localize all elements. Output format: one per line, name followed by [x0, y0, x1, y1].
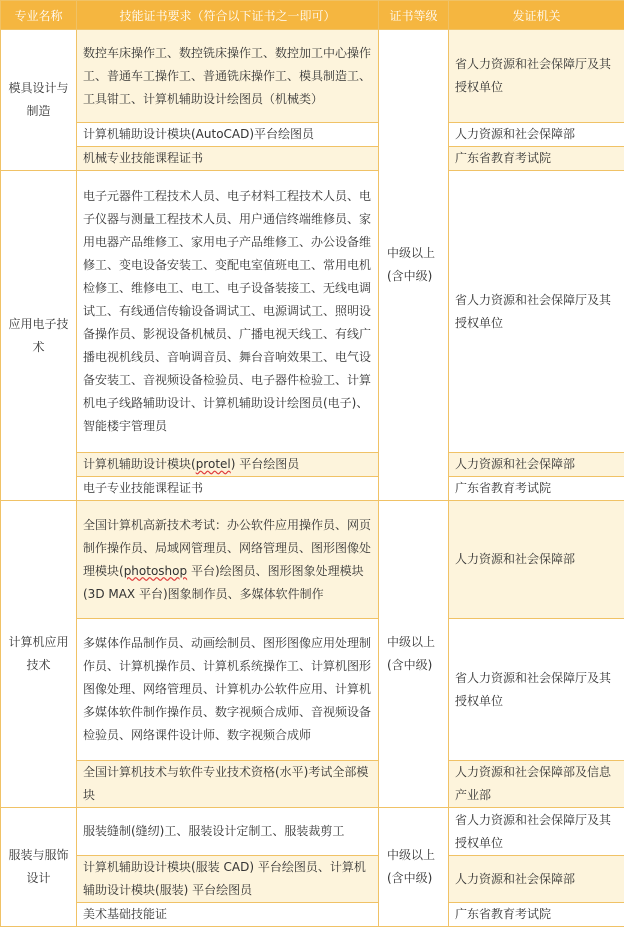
major-cell: 服装与服饰设计	[1, 808, 77, 927]
table-row	[1, 123, 624, 147]
table-row	[1, 477, 624, 501]
issuer-cell: 省人力资源和社会保障厅及其授权单位	[449, 171, 624, 453]
certificate-text: 全国计算机高新技术考试：办公软件应用操作员、网页制作操作员、局域网管理员、网络管理员、图形图像处理模块(	[83, 518, 371, 578]
issuer-cell: 省人力资源和社会保障厅及其授权单位	[449, 619, 624, 761]
certificate-cell: 数控车床操作工、数控铣床操作工、数控加工中心操作工、普通车工操作工、普通铣床操作工、模具制造工、工具钳工、计算机辅助设计绘图员（机械类）	[77, 30, 379, 123]
certificate-cell: 全国计算机技术与软件专业技术资格(水平)考试全部模块	[77, 761, 379, 808]
major-cell: 模具设计与制造	[1, 30, 77, 171]
table-row	[1, 903, 624, 927]
certificate-cell: 计算机辅助设计模块(服装 CAD) 平台绘图员、计算机辅助设计模块(服装) 平台绘图员	[77, 856, 379, 903]
certificate-cell: 机械专业技能课程证书	[77, 147, 379, 171]
certificate-cell: 电子元器件工程技术人员、电子材料工程技术人员、电子仪器与测量工程技术人员、用户通信终端维修员、家用电器产品维修工、家用电子产品维修工、办公设备维修工、变电设备安装工、变配电室值班电工、常用电机检修工、维修电工、电工、电子设备装接工、无线电调试工、有线通信传输设备调试工、电源调试工、照明设备操作员、影视设备机械员、广播电视天线工、有线广播电视机线员、音响调音员、舞台音响效果工、电气设备安装工、音视频设备检验员、电子器件检验工、计算机电子线路辅助设计、计算机辅助设计绘图员(电子)、智能楼宇管理员	[77, 171, 379, 453]
certificate-cell: 电子专业技能课程证书	[77, 477, 379, 501]
table-row	[1, 761, 624, 808]
table-row	[1, 30, 624, 123]
certificate-cell: 服装缝制(缝纫)工、服装设计定制工、服装裁剪工	[77, 808, 379, 856]
table-row	[1, 808, 624, 856]
header-certificate: 技能证书要求（符合以下证书之一即可）	[77, 1, 379, 30]
header-row	[1, 1, 624, 30]
table-row	[1, 619, 624, 761]
issuer-cell: 省人力资源和社会保障厅及其授权单位	[449, 808, 624, 856]
table-row	[1, 856, 624, 903]
major-cell: 应用电子技术	[1, 171, 77, 501]
issuer-cell: 人力资源和社会保障部	[449, 453, 624, 477]
table-row	[1, 147, 624, 171]
spellcheck-underlined-text: photoshop	[124, 564, 187, 578]
level-cell: 中级以上(含中级)	[379, 501, 449, 808]
table-row	[1, 171, 624, 453]
certificate-text: 计算机辅助设计模块(	[83, 457, 196, 471]
issuer-cell: 人力资源和社会保障部	[449, 123, 624, 147]
certificate-text: ) 平台绘图员	[231, 457, 300, 471]
issuer-cell: 广东省教育考试院	[449, 147, 624, 171]
header-level: 证书等级	[379, 1, 449, 30]
table-row	[1, 501, 624, 619]
level-cell: 中级以上(含中级)	[379, 808, 449, 927]
table-row	[1, 453, 624, 477]
level-cell: 中级以上(含中级)	[379, 30, 449, 501]
issuer-cell: 人力资源和社会保障部及信息产业部	[449, 761, 624, 808]
major-cell: 计算机应用技术	[1, 501, 77, 808]
certificate-cell: 计算机辅助设计模块(AutoCAD)平台绘图员	[77, 123, 379, 147]
issuer-cell: 人力资源和社会保障部	[449, 856, 624, 903]
spellcheck-underlined-text: protel	[196, 457, 231, 471]
issuer-cell: 广东省教育考试院	[449, 477, 624, 501]
certificate-cell	[77, 453, 379, 477]
certificate-cell: 多媒体作品制作员、动画绘制员、图形图像应用处理制作员、计算机操作员、计算机系统操作工、计算机图形图像处理、网络管理员、计算机办公软件应用、计算机多媒体软件制作操作员、数字视频合成师、音视频设备检验员、网络课件设计师、数字视频合成师	[77, 619, 379, 761]
certificate-text: 平台)绘图员、图形图象处理模块(3D MAX 平台)图象制作员、多媒体软件制作	[83, 564, 364, 601]
certificate-cell	[77, 501, 379, 619]
issuer-cell: 人力资源和社会保障部	[449, 501, 624, 619]
issuer-cell: 广东省教育考试院	[449, 903, 624, 927]
header-major: 专业名称	[1, 1, 77, 30]
header-issuer: 发证机关	[449, 1, 624, 30]
issuer-cell: 省人力资源和社会保障厅及其授权单位	[449, 30, 624, 123]
certificate-cell: 美术基础技能证	[77, 903, 379, 927]
